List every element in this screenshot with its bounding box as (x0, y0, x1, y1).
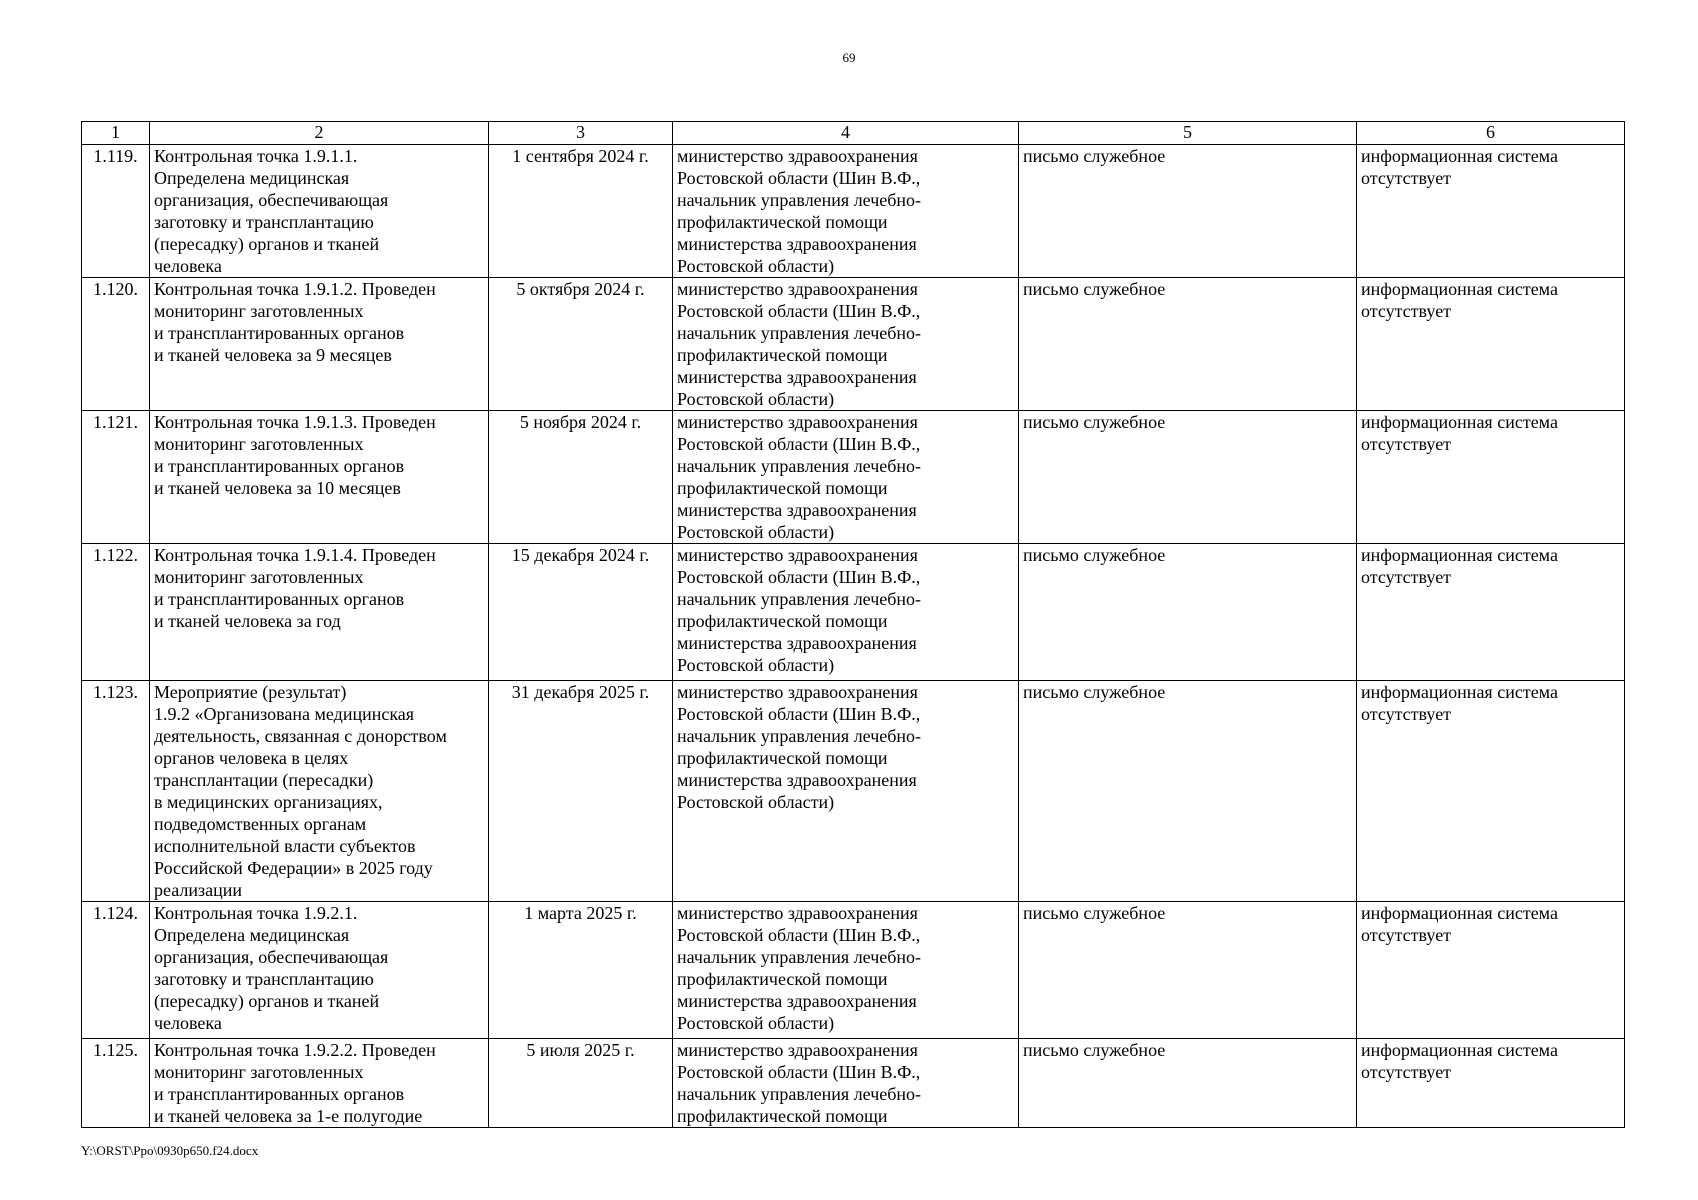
row-date: 5 ноября 2024 г. (489, 411, 673, 544)
page-number: 69 (842, 50, 856, 65)
row-document: письмо служебное (1019, 1039, 1357, 1128)
row-title: Контрольная точка 1.9.2.2. Проведен мониторинг заготовленных и трансплантированных органов и тканей человека за 1-е полугодие (150, 1039, 489, 1128)
row-document: письмо служебное (1019, 902, 1357, 1039)
table-row (82, 411, 1625, 544)
row-system: информационная система отсутствует (1357, 902, 1625, 1039)
column-header-1: 1 (82, 122, 150, 145)
measures-table (81, 121, 1625, 1128)
row-responsible: министерство здравоохранения Ростовской области (Шин В.Ф., начальник управления лечебно- профилактической помощи министерства здравоохранения Ростовской области) (673, 278, 1019, 411)
column-header-2: 2 (150, 122, 489, 145)
row-system: информационная система отсутствует (1357, 411, 1625, 544)
row-number: 1.121. (82, 411, 150, 544)
table-row (82, 681, 1625, 902)
row-system: информационная система отсутствует (1357, 145, 1625, 278)
row-number: 1.119. (82, 145, 150, 278)
row-document: письмо служебное (1019, 681, 1357, 902)
row-responsible: министерство здравоохранения Ростовской области (Шин В.Ф., начальник управления лечебно- профилактической помощи (673, 1039, 1019, 1128)
row-document: письмо служебное (1019, 411, 1357, 544)
row-date: 1 сентября 2024 г. (489, 145, 673, 278)
table-row (82, 902, 1625, 1039)
table-row (82, 544, 1625, 681)
row-title: Контрольная точка 1.9.1.2. Проведен мониторинг заготовленных и трансплантированных органов и тканей человека за 9 месяцев (150, 278, 489, 411)
column-header-5: 5 (1019, 122, 1357, 145)
row-date: 31 декабря 2025 г. (489, 681, 673, 902)
column-header-6: 6 (1357, 122, 1625, 145)
row-number: 1.123. (82, 681, 150, 902)
row-number: 1.125. (82, 1039, 150, 1128)
row-date: 5 июля 2025 г. (489, 1039, 673, 1128)
column-header-4: 4 (673, 122, 1019, 145)
row-system: информационная система отсутствует (1357, 278, 1625, 411)
row-date: 1 марта 2025 г. (489, 902, 673, 1039)
row-title: Контрольная точка 1.9.1.3. Проведен мониторинг заготовленных и трансплантированных органов и тканей человека за 10 месяцев (150, 411, 489, 544)
column-header-3: 3 (489, 122, 673, 145)
table-row (82, 145, 1625, 278)
row-number: 1.122. (82, 544, 150, 681)
row-responsible: министерство здравоохранения Ростовской области (Шин В.Ф., начальник управления лечебно- профилактической помощи министерства здравоохранения Ростовской области) (673, 411, 1019, 544)
row-date: 5 октября 2024 г. (489, 278, 673, 411)
row-title: Контрольная точка 1.9.1.4. Проведен мониторинг заготовленных и трансплантированных органов и тканей человека за год (150, 544, 489, 681)
row-system: информационная система отсутствует (1357, 1039, 1625, 1128)
table-header-row (82, 122, 1625, 145)
row-system: информационная система отсутствует (1357, 544, 1625, 681)
row-responsible: министерство здравоохранения Ростовской области (Шин В.Ф., начальник управления лечебно- профилактической помощи министерства здравоохранения Ростовской области) (673, 544, 1019, 681)
row-document: письмо служебное (1019, 544, 1357, 681)
row-responsible: министерство здравоохранения Ростовской области (Шин В.Ф., начальник управления лечебно- профилактической помощи министерства здравоохранения Ростовской области) (673, 145, 1019, 278)
row-system: информационная система отсутствует (1357, 681, 1625, 902)
row-responsible: министерство здравоохранения Ростовской области (Шин В.Ф., начальник управления лечебно- профилактической помощи министерства здравоохранения Ростовской области) (673, 902, 1019, 1039)
row-responsible: министерство здравоохранения Ростовской области (Шин В.Ф., начальник управления лечебно- профилактической помощи министерства здравоохранения Ростовской области) (673, 681, 1019, 902)
row-title: Контрольная точка 1.9.2.1. Определена медицинская организация, обеспечивающая заготовку и трансплантацию (пересадку) органов и тканей человека (150, 902, 489, 1039)
file-path-footer: Y:\ORST\Ppo\0930p650.f24.docx (81, 1143, 259, 1158)
row-date: 15 декабря 2024 г. (489, 544, 673, 681)
row-number: 1.120. (82, 278, 150, 411)
table-row (82, 1039, 1625, 1128)
row-title: Мероприятие (результат) 1.9.2 «Организована медицинская деятельность, связанная с донорством органов человека в целях трансплантации (пересадки) в медицинских организациях, подведомственных органам исполнительной власти субъектов Российской Федерации» в 2025 году реализации (150, 681, 489, 902)
row-title: Контрольная точка 1.9.1.1. Определена медицинская организация, обеспечивающая заготовку и трансплантацию (пересадку) органов и тканей человека (150, 145, 489, 278)
row-number: 1.124. (82, 902, 150, 1039)
row-document: письмо служебное (1019, 278, 1357, 411)
table-row (82, 278, 1625, 411)
row-document: письмо служебное (1019, 145, 1357, 278)
